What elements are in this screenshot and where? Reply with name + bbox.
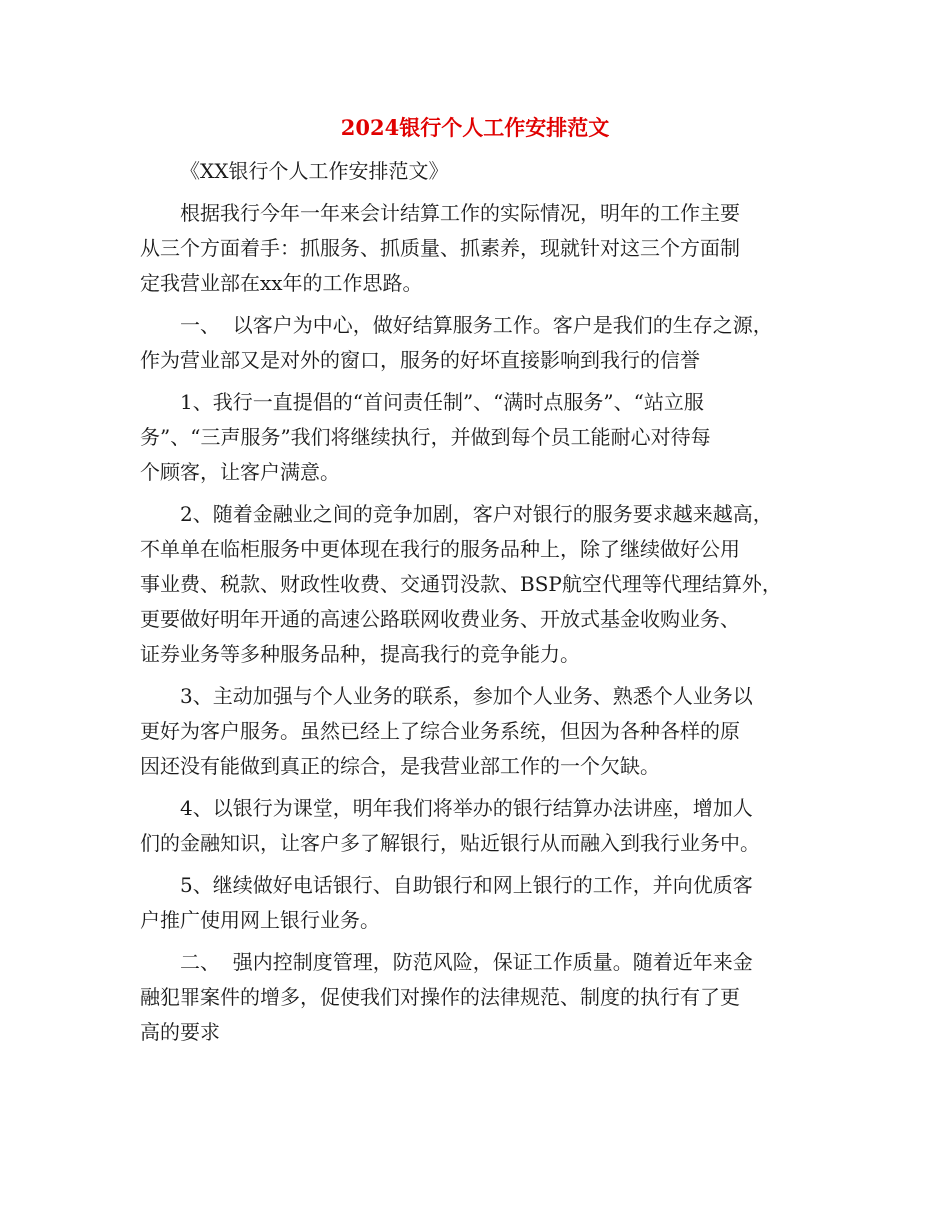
text-line: 从三个方面着手：抓服务、抓质量、抓素养，现就针对这三个方面制 <box>140 236 740 260</box>
paragraph-intro <box>140 196 830 301</box>
text-line: 作为营业部又是对外的窗口，服务的好坏直接影响到我行的信誉 <box>140 348 700 372</box>
document-subtitle <box>140 154 830 189</box>
text-line: 高的要求 <box>140 1020 220 1044</box>
text-line: 因还没有能做到真正的综合，是我营业部工作的一个欠缺。 <box>140 754 660 778</box>
paragraph-section-1 <box>140 308 830 378</box>
text-line: 定我营业部在xx年的工作思路。 <box>140 271 423 295</box>
text-line: 们的金融知识，让客户多了解银行，贴近银行从而融入到我行业务中。 <box>140 831 760 855</box>
paragraph-item-4 <box>140 791 830 861</box>
text-line: 更好为客户服务。虽然已经上了综合业务系统，但因为各种各样的原 <box>140 719 740 743</box>
paragraph-item-5 <box>140 868 830 938</box>
text-line: 根据我行今年一年来会计结算工作的实际情况，明年的工作主要 <box>180 201 740 225</box>
text-line: 个顾客，让客户满意。 <box>140 460 340 484</box>
paragraph-item-2 <box>140 497 830 672</box>
text-line: 《XX银行个人工作安排范文》 <box>180 159 449 183</box>
text-line: 2、随着金融业之间的竞争加剧，客户对银行的服务要求越来越高， <box>180 502 773 526</box>
paragraph-item-1 <box>140 385 830 490</box>
paragraph-section-2 <box>140 945 830 1050</box>
document-body <box>140 154 830 1057</box>
text-line: 事业费、税款、财政性收费、交通罚没款、BSP航空代理等代理结算外， <box>140 572 782 596</box>
paragraph-item-3 <box>140 679 830 784</box>
text-line: 务”、“三声服务”我们将继续执行，并做到每个员工能耐心对待每 <box>140 425 711 449</box>
text-line: 1、我行一直提倡的“首问责任制”、“满时点服务”、“站立服 <box>180 390 704 414</box>
text-line: 不单单在临柜服务中更体现在我行的服务品种上，除了继续做好公用 <box>140 537 740 561</box>
text-line: 一、 以客户为中心，做好结算服务工作。客户是我们的生存之源， <box>180 313 773 337</box>
document-title: 2024银行个人工作安排范文 <box>340 115 610 140</box>
text-line: 二、 强内控制度管理，防范风险，保证工作质量。随着近年来金 <box>180 950 753 974</box>
text-line: 融犯罪案件的增多，促使我们对操作的法律规范、制度的执行有了更 <box>140 985 740 1009</box>
text-line: 证券业务等多种服务品种，提高我行的竞争能力。 <box>140 642 580 666</box>
text-line: 户推广使用网上银行业务。 <box>140 908 380 932</box>
text-line: 5、继续做好电话银行、自助银行和网上银行的工作，并向优质客 <box>180 873 753 897</box>
text-line: 4、以银行为课堂，明年我们将举办的银行结算办法讲座，增加人 <box>180 796 753 820</box>
text-line: 3、主动加强与个人业务的联系，参加个人业务、熟悉个人业务以 <box>180 684 753 708</box>
text-line: 更要做好明年开通的高速公路联网收费业务、开放式基金收购业务、 <box>140 607 740 631</box>
